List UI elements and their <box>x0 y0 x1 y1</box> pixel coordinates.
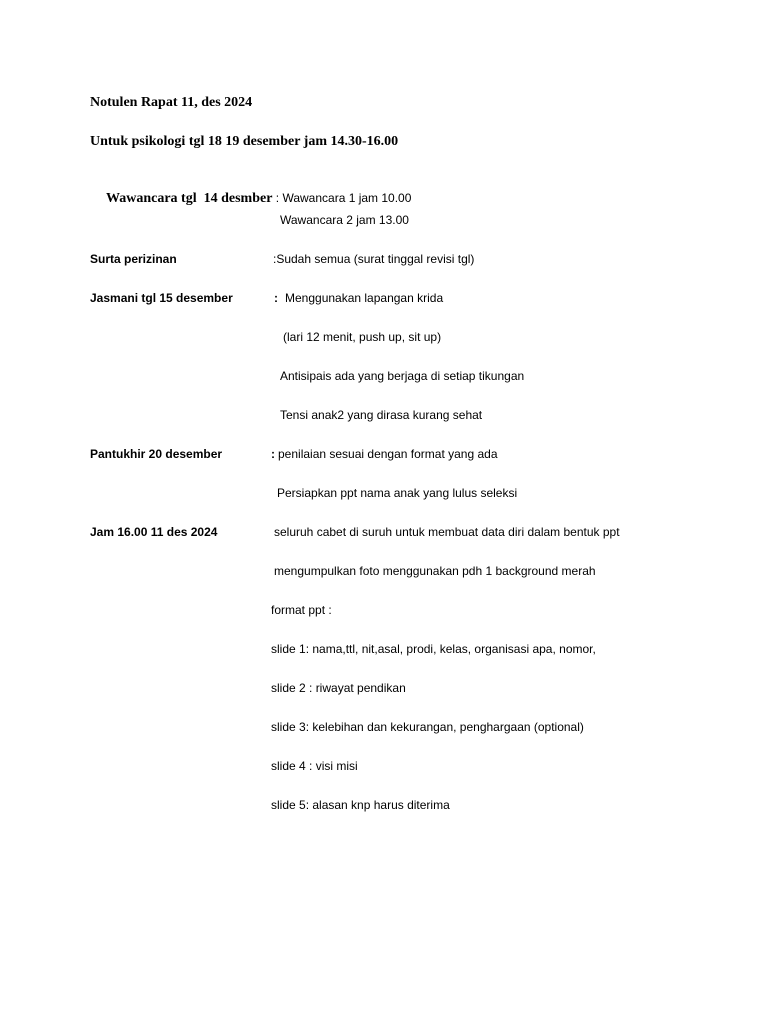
jasmani-colon: : <box>274 291 278 305</box>
jam-label: Jam 16.00 11 des 2024 <box>90 525 218 539</box>
wawancara-line-1: Wawancara 1 jam 10.00 <box>282 191 412 205</box>
jasmani-label: Jasmani tgl 15 desember <box>90 291 233 305</box>
pantukhir-colon: : <box>271 447 275 461</box>
format-ppt-heading: format ppt : <box>271 603 332 617</box>
jasmani-line-3: Antisipais ada yang berjaga di setiap tikungan <box>280 369 525 383</box>
jam-line-2: mengumpulkan foto menggunakan pdh 1 background merah <box>274 564 596 578</box>
wawancara-separator: : <box>272 191 283 205</box>
slide-item: slide 5: alasan knp harus diterima <box>271 798 450 812</box>
slide-item: slide 4 : visi misi <box>271 759 358 773</box>
pantukhir-line-2: Persiapkan ppt nama anak yang lulus seleksi <box>277 486 518 500</box>
slide-item: slide 3: kelebihan dan kekurangan, penghargaan (optional) <box>271 720 584 734</box>
wawancara-line-2: Wawancara 2 jam 13.00 <box>280 213 409 227</box>
psikologi-line: Untuk psikologi tgl 18 19 desember jam 14.30-16.00 <box>90 134 399 149</box>
pantukhir-line-1: penilaian sesuai dengan format yang ada <box>278 447 498 461</box>
slide-item: slide 2 : riwayat pendikan <box>271 681 406 695</box>
surta-label: Surta perizinan <box>90 252 177 266</box>
document-title: Notulen Rapat 11, des 2024 <box>90 95 253 110</box>
jasmani-line-2: (lari 12 menit, push up, sit up) <box>283 330 442 344</box>
pantukhir-label: Pantukhir 20 desember <box>90 447 223 461</box>
jasmani-line-4: Tensi anak2 yang dirasa kurang sehat <box>280 408 483 422</box>
jasmani-line-1: Menggunakan lapangan krida <box>285 291 444 305</box>
wawancara-label: Wawancara tgl 14 desmber <box>106 191 273 206</box>
surta-value: :Sudah semua (surat tinggal revisi tgl) <box>273 252 475 266</box>
jam-line-1: seluruh cabet di suruh untuk membuat data diri dalam bentuk ppt <box>274 525 620 539</box>
slide-item: slide 1: nama,ttl, nit,asal, prodi, kelas, organisasi apa, nomor, <box>271 642 596 656</box>
